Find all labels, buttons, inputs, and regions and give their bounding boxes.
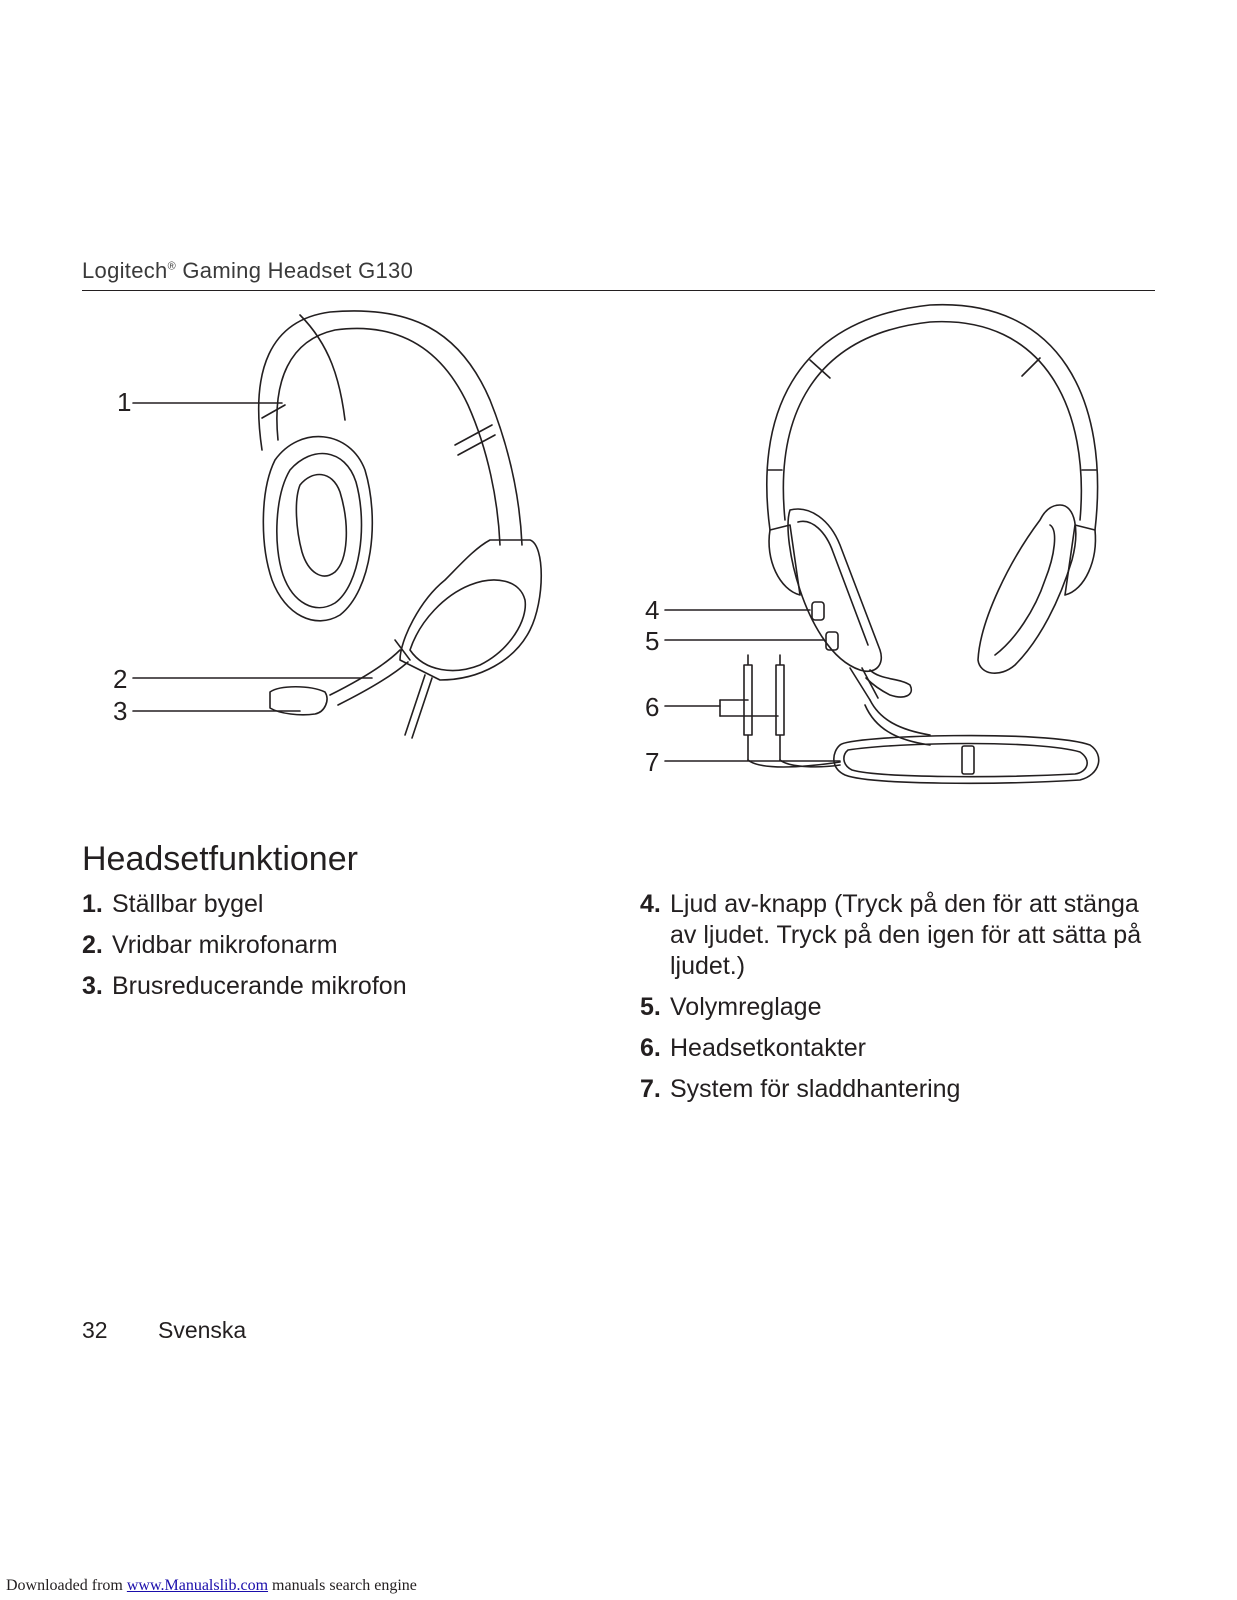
feature-item <box>640 1033 1160 1064</box>
feature-item <box>640 889 1160 982</box>
feature-text: Ställbar bygel <box>112 890 264 918</box>
feature-item <box>82 971 407 1002</box>
feature-item <box>82 930 407 961</box>
callout-3: 3 <box>113 696 128 726</box>
feature-item <box>640 1074 1160 1105</box>
feature-text: Volymreglage <box>670 993 822 1021</box>
callout-4: 4 <box>645 595 660 625</box>
feature-text: System för sladdhantering <box>670 1075 961 1103</box>
download-suffix: manuals search engine <box>268 1577 417 1594</box>
feature-number: 3. <box>82 972 103 1000</box>
page-number: 32 <box>82 1317 108 1343</box>
feature-number: 4. <box>640 890 661 918</box>
callout-5: 5 <box>645 626 660 656</box>
callout-7: 7 <box>645 747 660 777</box>
header-brand: Logitech <box>82 258 168 283</box>
section-title: Headsetfunktioner <box>82 840 358 878</box>
callout-6: 6 <box>645 692 660 722</box>
download-notice <box>6 1577 417 1595</box>
callout-1: 1 <box>117 387 132 417</box>
feature-item <box>640 992 1160 1023</box>
feature-text: Brusreducerande mikrofon <box>112 972 407 1000</box>
feature-text: Vridbar mikrofonarm <box>112 931 338 959</box>
manualslib-link[interactable]: www.Manualslib.com <box>126 1577 269 1594</box>
registered-mark: ® <box>167 260 176 273</box>
footer-language: Svenska <box>158 1317 247 1343</box>
download-prefix: Downloaded from <box>6 1577 127 1594</box>
feature-list-left <box>82 889 407 1012</box>
headset-side-view <box>133 311 541 738</box>
feature-number: 2. <box>82 931 103 959</box>
feature-item <box>82 889 407 920</box>
feature-number: 6. <box>640 1034 661 1062</box>
feature-text: Ljud av-knapp (Tryck på den för att stänga av ljudet. Tryck på den igen för att sätta på ljudet.) <box>670 890 1142 980</box>
feature-number: 1. <box>82 890 103 918</box>
feature-list-right <box>640 889 1160 1115</box>
feature-number: 7. <box>640 1075 661 1103</box>
feature-number: 5. <box>640 993 661 1021</box>
feature-text: Headsetkontakter <box>670 1034 866 1062</box>
header-product: Gaming Headset G130 <box>175 258 414 283</box>
headset-front-view <box>665 305 1099 784</box>
callout-2: 2 <box>113 664 128 694</box>
